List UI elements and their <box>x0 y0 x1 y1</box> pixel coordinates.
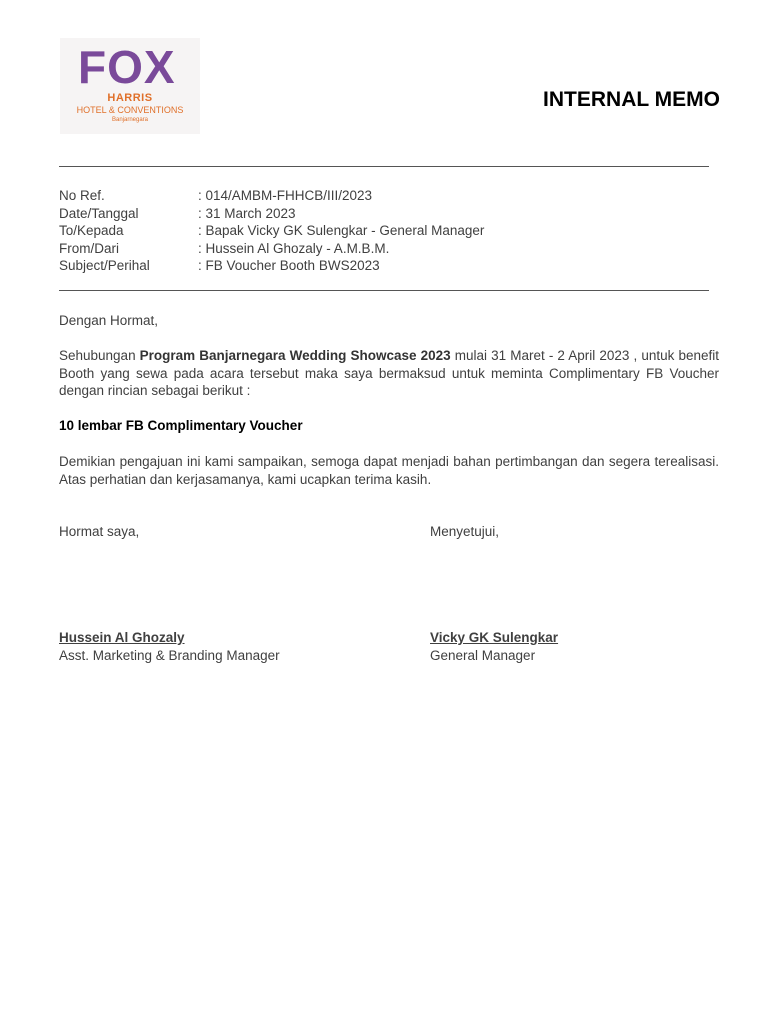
left-signatory-name: Hussein Al Ghozaly <box>59 630 185 645</box>
program-name: Program Banjarnegara Wedding Showcase 2023 <box>139 348 451 363</box>
right-signatory-name: Vicky GK Sulengkar <box>430 630 559 645</box>
right-salutation: Menyetujui, <box>430 524 500 539</box>
intro-post: mulai 31 Maret - 2 April 2023 , untuk benefit Booth yang sewa pada acara tersebut maka saya bermaksud untuk meminta Complimentary FB Voucher dengan rincian sebagai berikut : <box>59 348 719 399</box>
logo-line-hotel: HOTEL & CONVENTIONS <box>76 105 184 115</box>
ref-value: : 31 March 2023 <box>198 205 296 221</box>
greeting: Dengan Hormat, <box>59 313 159 328</box>
ref-label: From/Dari <box>59 240 119 256</box>
intro-pre: Sehubungan <box>59 348 140 363</box>
closing-paragraph: Demikian pengajuan ini kami sampaikan, semoga dapat menjadi bahan pertimbangan dan segera terealisasi. Atas perhatian dan kerjasamanya, kami ucapkan terima kasih. <box>59 454 719 487</box>
ref-label: Subject/Perihal <box>59 258 150 274</box>
left-salutation: Hormat saya, <box>59 524 140 539</box>
left-signatory-role: Asst. Marketing & Branding Manager <box>59 648 280 663</box>
intro-paragraph <box>59 347 719 400</box>
ref-label: To/Kepada <box>59 223 124 239</box>
right-signatory <box>430 629 558 665</box>
left-signatory <box>59 629 280 665</box>
logo-brand: FOX <box>78 41 176 93</box>
logo-line-harris: HARRIS <box>107 92 153 104</box>
ref-value: : 014/AMBM-FHHCB/III/2023 <box>198 188 373 203</box>
ref-label: Date/Tanggal <box>59 205 139 221</box>
reference-divider <box>59 290 709 291</box>
ref-value: : Bapak Vicky GK Sulengkar - General Manager <box>198 223 485 239</box>
ref-value: : FB Voucher Booth BWS2023 <box>198 258 380 274</box>
hotel-logo <box>60 38 200 134</box>
right-signatory-role: General Manager <box>430 648 536 663</box>
logo-line-city: Banjarnegara <box>111 117 149 123</box>
voucher-line: 10 lembar FB Complimentary Voucher <box>59 418 303 433</box>
header-divider <box>59 166 709 167</box>
memo-title: INTERNAL MEMO <box>543 88 720 111</box>
ref-label: No Ref. <box>59 188 105 203</box>
ref-value: : Hussein Al Ghozaly - A.M.B.M. <box>198 240 390 256</box>
